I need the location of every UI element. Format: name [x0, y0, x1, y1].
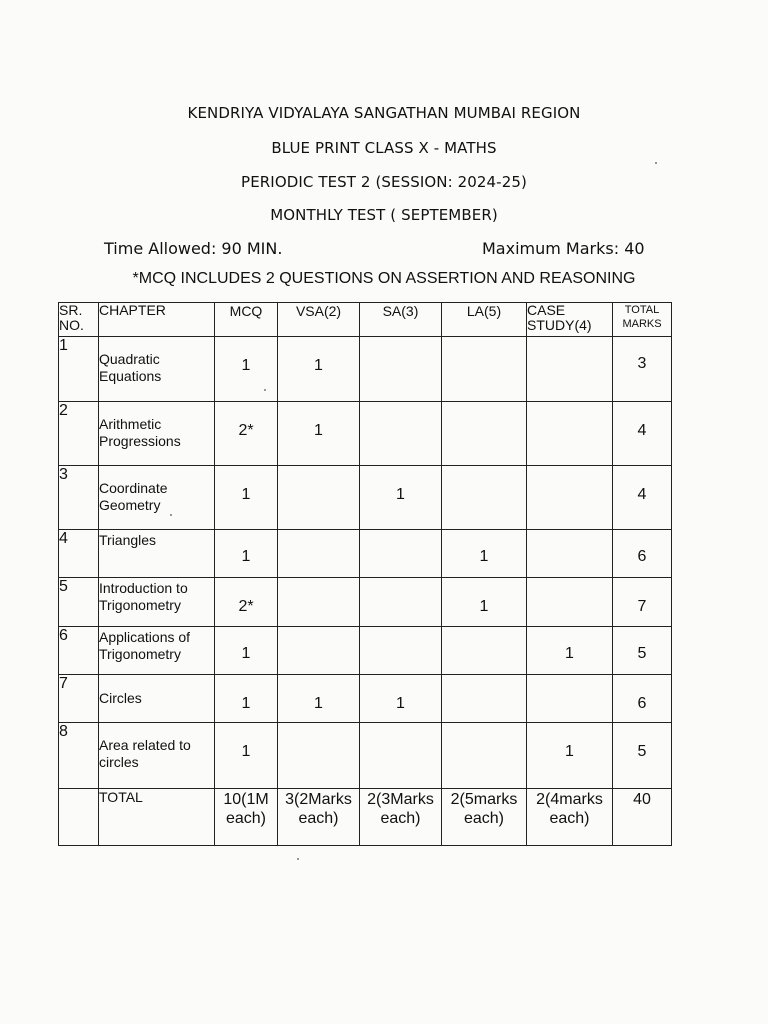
- table-row: [59, 466, 672, 530]
- table-row: [59, 337, 672, 402]
- case-cell: [527, 402, 613, 466]
- chapter-cell: Introduction to Trigonometry: [99, 578, 215, 627]
- sa-cell: [360, 337, 442, 402]
- sa-cell: [360, 578, 442, 627]
- mcq-cell: 2*: [215, 402, 278, 466]
- sr-no-cell: 6: [59, 627, 99, 675]
- sr-no-cell: 1: [59, 337, 99, 402]
- total-cell: 4: [613, 402, 672, 466]
- sr-no-cell: 4: [59, 530, 99, 578]
- sr-no-cell: 7: [59, 675, 99, 723]
- case-cell: [527, 578, 613, 627]
- total-cell: 6: [613, 530, 672, 578]
- scan-speck: [264, 389, 266, 391]
- vsa-cell: 1: [278, 675, 360, 723]
- vsa-cell: 1: [278, 402, 360, 466]
- table-row: [59, 578, 672, 627]
- total-cell: 5: [613, 627, 672, 675]
- vsa-cell: 1: [278, 337, 360, 402]
- total-cell: 4: [613, 466, 672, 530]
- total-mcq-cell: 10(1M each): [215, 789, 278, 846]
- table-row: [59, 723, 672, 789]
- time-allowed: Time Allowed: 90 MIN.: [104, 239, 283, 258]
- total-label: TOTAL: [99, 789, 215, 846]
- la-cell: 1: [442, 578, 527, 627]
- table-row: [59, 627, 672, 675]
- max-marks: Maximum Marks: 40: [482, 239, 645, 258]
- mcq-note: *MCQ INCLUDES 2 QUESTIONS ON ASSERTION AND REASONING: [132, 270, 636, 287]
- blueprint-table: [58, 302, 672, 846]
- sr-no-cell: 5: [59, 578, 99, 627]
- header-vsa: VSA(2): [278, 303, 360, 337]
- sr-no-cell: 2: [59, 402, 99, 466]
- mcq-cell: 1: [215, 530, 278, 578]
- total-row: [59, 789, 672, 846]
- la-cell: [442, 466, 527, 530]
- chapter-cell: Circles: [99, 675, 215, 723]
- sa-cell: [360, 723, 442, 789]
- sa-cell: [360, 530, 442, 578]
- sr-no-cell: 8: [59, 723, 99, 789]
- la-cell: [442, 402, 527, 466]
- test-subtitle: MONTHLY TEST ( SEPTEMBER): [270, 206, 498, 224]
- total-row-blank-cell: [59, 789, 99, 846]
- mcq-cell: 1: [215, 675, 278, 723]
- vsa-cell: [278, 578, 360, 627]
- total-cell: 3: [613, 337, 672, 402]
- sa-cell: 1: [360, 675, 442, 723]
- header-case-study: CASE STUDY(4): [527, 303, 613, 337]
- mcq-cell: 1: [215, 627, 278, 675]
- school-title: KENDRIYA VIDYALAYA SANGATHAN MUMBAI REGION: [187, 104, 581, 122]
- chapter-cell: Triangles: [99, 530, 215, 578]
- scan-speck: [297, 858, 299, 860]
- mcq-cell: 1: [215, 337, 278, 402]
- case-cell: [527, 675, 613, 723]
- header-mcq: MCQ: [215, 303, 278, 337]
- total-la-cell: 2(5marks each): [442, 789, 527, 846]
- header-sr: SR. NO.: [59, 303, 99, 337]
- vsa-cell: [278, 627, 360, 675]
- sa-cell: 1: [360, 466, 442, 530]
- la-cell: [442, 675, 527, 723]
- vsa-cell: [278, 466, 360, 530]
- chapter-cell: Coordinate Geometry: [99, 466, 215, 530]
- total-cell: 5: [613, 723, 672, 789]
- total-total-cell: 40: [613, 789, 672, 846]
- vsa-cell: [278, 530, 360, 578]
- chapter-cell: Applications of Trigonometry: [99, 627, 215, 675]
- case-cell: [527, 466, 613, 530]
- total-sa-cell: 2(3Marks each): [360, 789, 442, 846]
- header-total-marks: TOTAL MARKS: [613, 303, 672, 337]
- sa-cell: [360, 402, 442, 466]
- header-row: [59, 303, 672, 337]
- scan-speck: [170, 514, 172, 516]
- total-cell: 7: [613, 578, 672, 627]
- mcq-cell: 2*: [215, 578, 278, 627]
- la-cell: 1: [442, 530, 527, 578]
- total-case-cell: 2(4marks each): [527, 789, 613, 846]
- sr-no-cell: 3: [59, 466, 99, 530]
- scan-speck: [655, 162, 657, 164]
- header-la: LA(5): [442, 303, 527, 337]
- mcq-cell: 1: [215, 466, 278, 530]
- total-vsa-cell: 3(2Marks each): [278, 789, 360, 846]
- total-cell: 6: [613, 675, 672, 723]
- case-cell: 1: [527, 723, 613, 789]
- header-chapter: CHAPTER: [99, 303, 215, 337]
- chapter-cell: Arithmetic Progressions: [99, 402, 215, 466]
- case-cell: 1: [527, 627, 613, 675]
- case-cell: [527, 337, 613, 402]
- sa-cell: [360, 627, 442, 675]
- header-sa: SA(3): [360, 303, 442, 337]
- la-cell: [442, 337, 527, 402]
- la-cell: [442, 627, 527, 675]
- chapter-cell: Quadratic Equations: [99, 337, 215, 402]
- table-row: [59, 402, 672, 466]
- mcq-cell: 1: [215, 723, 278, 789]
- paper-title: BLUE PRINT CLASS X - MATHS: [271, 139, 497, 157]
- vsa-cell: [278, 723, 360, 789]
- test-title: PERIODIC TEST 2 (SESSION: 2024-25): [241, 173, 527, 191]
- chapter-cell: Area related to circles: [99, 723, 215, 789]
- la-cell: [442, 723, 527, 789]
- table-row: [59, 530, 672, 578]
- table-row: [59, 675, 672, 723]
- case-cell: [527, 530, 613, 578]
